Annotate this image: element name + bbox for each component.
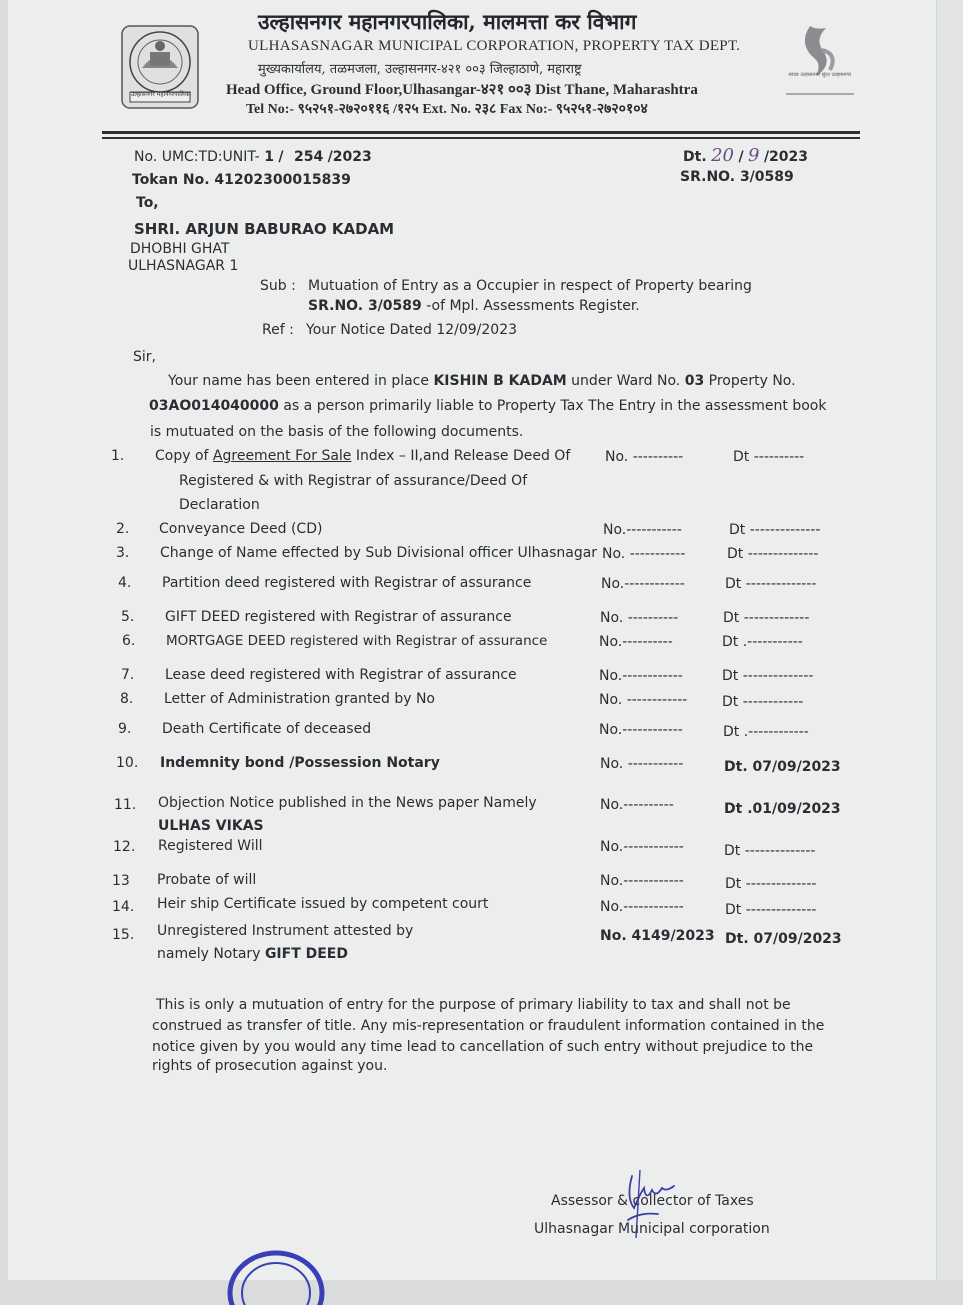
- seal-caption: उल्हासनगर महानगरपालिका: [131, 91, 191, 98]
- doc-dt: Dt. 07/09/2023: [725, 931, 842, 947]
- notice-line1: This is only a mutuation of entry for the purpose of primary liability to tax and shall not be: [156, 997, 791, 1013]
- doc-text: Lease deed registered with Registrar of assurance: [165, 667, 517, 683]
- doc-text: Death Certificate of deceased: [162, 721, 372, 737]
- doc-dt: Dt ------------: [722, 694, 804, 710]
- header-divider-top: [102, 131, 860, 134]
- doc-num: 5.: [121, 609, 135, 625]
- addressee-name: SHRI. ARJUN BABURAO KADAM: [134, 220, 395, 238]
- doc-num: 13: [112, 873, 130, 889]
- subject-line2: SR.NO. 3/0589 -of Mpl. Assessments Register.: [308, 298, 640, 314]
- doc-num: 11.: [114, 797, 137, 813]
- notice-line2: construed as transfer of title. Any mis-representation or fraudulent information contained in the: [152, 1018, 825, 1034]
- subject-line1: Mutuation of Entry as a Occupier in respect of Property bearing: [308, 278, 752, 294]
- salutation: Sir,: [133, 349, 156, 365]
- doc-text: Conveyance Deed (CD): [159, 521, 323, 537]
- doc-text-cont: Declaration: [179, 497, 260, 513]
- body-line3: is mutuated on the basis of the following documents.: [150, 424, 524, 440]
- doc-text: GIFT DEED registered with Registrar of assurance: [165, 609, 512, 625]
- signatory-title: Assessor & collector of Taxes: [551, 1193, 754, 1209]
- subject-label: Sub :: [260, 278, 296, 294]
- doc-dt: Dt ----------: [733, 449, 805, 465]
- doc-no: No.------------: [600, 873, 684, 889]
- doc-no: No.------------: [600, 839, 684, 855]
- addressee-line2: ULHASNAGAR 1: [128, 258, 239, 274]
- to-label: To,: [136, 195, 159, 211]
- doc-dt: Dt --------------: [722, 668, 814, 684]
- doc-text: Objection Notice published in the News paper Namely: [158, 795, 537, 811]
- sr-number: SR.NO. 3/0589: [680, 169, 794, 185]
- doc-num: 15.: [112, 927, 135, 943]
- ref-text: Your Notice Dated 12/09/2023: [306, 322, 518, 338]
- doc-dt: Dt. 07/09/2023: [724, 759, 841, 775]
- doc-no: No. ------------: [599, 692, 688, 708]
- doc-no: No. ----------: [605, 449, 684, 465]
- header-address-marathi: मुख्यकार्यालय, तळमजला, उल्हासनगर-४२१ ००३ जिल्हाठाणे, महाराष्ट्र: [258, 62, 582, 77]
- doc-text: Heir ship Certificate issued by competent court: [157, 896, 489, 912]
- doc-dt: Dt --------------: [727, 546, 819, 562]
- reference-number: No. UMC:TD:UNIT- 1 / 254 /2023: [134, 149, 372, 165]
- doc-text-cont: Registered & with Registrar of assurance/Deed Of: [179, 473, 528, 489]
- doc-no: No. -----------: [602, 546, 686, 562]
- addressee-line1: DHOBHI GHAT: [130, 241, 230, 257]
- doc-dt: Dt --------------: [725, 576, 817, 592]
- doc-text-cont: ULHAS VIKAS: [158, 818, 264, 834]
- header-contact: Tel No:- ९५२५१-२७२०११६ /१२५ Ext. No. २३८ Fax No:- ९५२५१-२७२०१०४: [246, 102, 648, 117]
- body-line1: Your name has been entered in place KISHIN B KADAM under Ward No. 03 Property No.: [168, 373, 796, 389]
- doc-no: No.------------: [599, 668, 683, 684]
- doc-no: No. -----------: [600, 756, 684, 772]
- header-title-english: ULHASASNAGAR MUNICIPAL CORPORATION, PROPERTY TAX DEPT.: [248, 38, 741, 54]
- doc-num: 14.: [112, 899, 135, 915]
- header-address-english: Head Office, Ground Floor,Ulhasangar-४२१ ००३ Dist Thane, Maharashtra: [226, 82, 698, 98]
- doc-text: Change of Name effected by Sub Divisional officer Ulhasnagar: [160, 545, 598, 561]
- doc-text: MORTGAGE DEED registered with Registrar of assurance: [166, 633, 548, 649]
- doc-num: 3.: [116, 545, 130, 561]
- swachh-logo-icon: [780, 14, 860, 98]
- doc-text: Probate of will: [157, 872, 257, 888]
- notice-line4: rights of prosecution against you.: [152, 1058, 388, 1074]
- doc-no: No.----------: [600, 797, 674, 813]
- doc-num: 12.: [113, 839, 136, 855]
- token-number: Tokan No. 41202300015839: [132, 172, 351, 188]
- doc-no: No.------------: [599, 722, 683, 738]
- doc-num: 1.: [111, 448, 125, 464]
- signatory-org: Ulhasnagar Municipal corporation: [534, 1221, 770, 1237]
- doc-num: 7.: [121, 667, 135, 683]
- doc-dt: Dt .01/09/2023: [724, 801, 841, 817]
- doc-num: 2.: [116, 521, 130, 537]
- doc-dt: Dt --------------: [724, 843, 816, 859]
- doc-text-cont: namely Notary GIFT DEED: [157, 946, 348, 962]
- doc-dt: Dt --------------: [729, 522, 821, 538]
- ref-label: Ref :: [262, 322, 294, 338]
- doc-no: No.------------: [600, 899, 684, 915]
- doc-dt: Dt -------------: [723, 610, 810, 626]
- doc-no: No.------------: [601, 576, 685, 592]
- header-divider-bottom: [102, 137, 860, 139]
- doc-num: 9.: [118, 721, 132, 737]
- official-stamp-icon: [226, 1245, 326, 1305]
- doc-text: Unregistered Instrument attested by: [157, 923, 414, 939]
- doc-text: Copy of Agreement For Sale Index – II,and Release Deed Of: [155, 448, 571, 464]
- doc-num: 6.: [122, 633, 136, 649]
- doc-num: 4.: [118, 575, 132, 591]
- doc-num: 10.: [116, 755, 139, 771]
- doc-text: Letter of Administration granted by No: [164, 691, 435, 707]
- doc-no: No.----------: [599, 634, 673, 650]
- doc-dt: Dt --------------: [725, 876, 817, 892]
- doc-no: No. 4149/2023: [600, 928, 715, 944]
- doc-text: Partition deed registered with Registrar of assurance: [162, 575, 532, 591]
- letter-date: Dt. 20 / 9 /2023: [683, 145, 809, 166]
- page-edge-background: [936, 0, 963, 1280]
- doc-dt: Dt .-----------: [722, 634, 803, 650]
- body-line2: 03AO014040000 as a person primarily liable to Property Tax The Entry in the assessment book: [149, 398, 827, 414]
- doc-text: Registered Will: [158, 838, 263, 854]
- doc-num: 8.: [120, 691, 134, 707]
- header-title-marathi: उल्हासनगर महानगरपालिका, मालमत्ता कर विभाग: [258, 9, 637, 34]
- notice-line3: notice given by you would any time lead to cancellation of such entry without prejudice to the: [152, 1039, 814, 1055]
- logo-caption: स्वच्छ उल्हासनगर सुंदर उल्हासनगर: [788, 72, 852, 78]
- doc-dt: Dt --------------: [725, 902, 817, 918]
- doc-no: No.-----------: [603, 522, 682, 538]
- doc-no: No. ----------: [600, 610, 679, 626]
- doc-text: Indemnity bond /Possession Notary: [160, 755, 440, 771]
- doc-dt: Dt .------------: [723, 724, 809, 740]
